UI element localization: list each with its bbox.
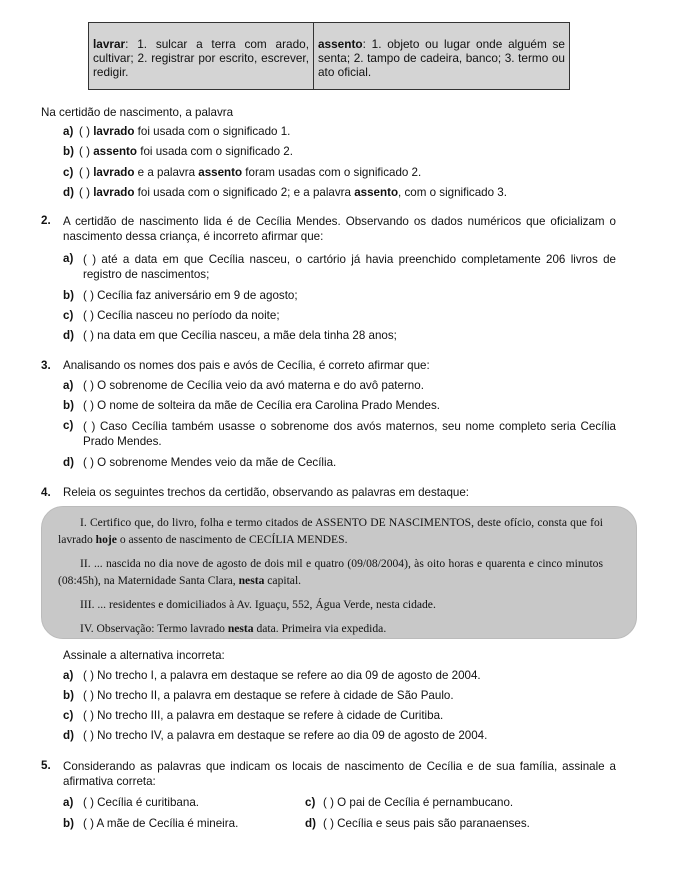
keyword: assento (354, 186, 399, 199)
checkbox[interactable]: ( ) (79, 166, 90, 179)
option-letter: c) (63, 166, 74, 179)
q2-option-c[interactable]: ( ) Cecília nasceu no período da noite; (83, 309, 280, 322)
q3-option-a[interactable]: ( ) O sobrenome de Cecília veio da avó materna e do avô paterno. (83, 379, 424, 392)
option-text: , com o significado 3. (398, 186, 507, 199)
q3-option-d[interactable]: ( ) O sobrenome Mendes veio da mãe de Cecília. (83, 456, 337, 469)
q5-option-d[interactable]: ( ) Cecília e seus pais são paranaenses. (323, 817, 530, 830)
glossary-assento (314, 23, 569, 89)
excerpt-i (58, 514, 603, 548)
q4-option-b[interactable]: ( ) No trecho II, a palavra em destaque se refere à cidade de São Paulo. (83, 689, 454, 702)
q4-option-d[interactable]: ( ) No trecho IV, a palavra em destaque se refere ao dia 09 de agosto de 2004. (83, 729, 488, 742)
q1-option-d[interactable] (63, 186, 507, 200)
q4-c-letter: c) (63, 709, 74, 722)
q2-a-letter: a) (63, 252, 74, 265)
q5-c-letter: c) (305, 796, 316, 809)
q1-option-c[interactable] (63, 166, 421, 180)
excerpt-text: capital. (264, 574, 302, 587)
q3-option-c[interactable]: ( ) Caso Cecília também usasse o sobrenome dos avós maternos, seu nome completo seria Cecília Prado Mendes. (83, 420, 616, 448)
q2-option-b[interactable]: ( ) Cecília faz aniversário em 9 de agosto; (83, 289, 298, 302)
excerpt-iii: III. ... residentes e domiciliados à Av. Iguaçu, 552, Água Verde, nesta cidade. (80, 598, 436, 611)
q2-option-d[interactable]: ( ) na data em que Cecília nasceu, a mãe dela tinha 28 anos; (83, 329, 397, 342)
excerpt-iv (80, 620, 386, 637)
excerpt-ii (58, 555, 603, 589)
keyword: lavrado (93, 186, 135, 199)
highlighted-word: nesta (227, 622, 254, 635)
checkbox[interactable]: ( ) (79, 125, 90, 138)
q4-number: 4. (41, 486, 51, 499)
keyword: lavrado (93, 166, 135, 179)
q4-b-letter: b) (63, 689, 74, 702)
q1-option-b[interactable] (63, 145, 293, 159)
q2-stem: A certidão de nascimento lida é de Cecília Mendes. Observando os dados numéricos que oficializam o nascimento dessa criança, é incorreto afirmar que: (63, 215, 616, 243)
q4-stem: Releia os seguintes trechos da certidão, observando as palavras em destaque: (63, 486, 470, 499)
option-letter: d) (63, 186, 74, 199)
q5-b-letter: b) (63, 817, 74, 830)
checkbox[interactable]: ( ) (79, 145, 90, 158)
q3-b-letter: b) (63, 399, 74, 412)
q2-b-letter: b) (63, 289, 74, 302)
excerpt-text: I. Certifico que, do livro, folha e termo citados de ASSENTO DE NASCIMENTOS, deste ofício, consta que foi lavrado (58, 516, 603, 546)
q1-option-a[interactable] (63, 125, 290, 139)
excerpt-text: data. Primeira via expedida. (253, 622, 387, 635)
q4-prompt: Assinale a alternativa incorreta: (63, 649, 225, 662)
q5-a-letter: a) (63, 796, 74, 809)
q5-option-a[interactable]: ( ) Cecília é curitibana. (83, 796, 199, 809)
q5-option-b[interactable]: ( ) A mãe de Cecília é mineira. (83, 817, 239, 830)
q3-c-letter: c) (63, 419, 74, 432)
q2-d-letter: d) (63, 329, 74, 342)
option-text: foi usada com o significado 2. (137, 145, 293, 158)
keyword: assento (93, 145, 138, 158)
q4-option-c[interactable]: ( ) No trecho III, a palavra em destaque se refere à cidade de Curitiba. (83, 709, 444, 722)
q2-option-a[interactable]: ( ) até a data em que Cecília nasceu, o cartório já havia preenchido completamente 206 livros de registro de nascimentos; (83, 253, 616, 281)
q4-option-a[interactable]: ( ) No trecho I, a palavra em destaque se refere ao dia 09 de agosto de 2004. (83, 669, 481, 682)
option-text: e a palavra (134, 166, 199, 179)
def-assento: : 1. objeto ou lugar onde alguém se senta; 2. tampo de cadeira, banco; 3. termo ou ato oficial. (318, 37, 565, 79)
keyword: assento (198, 166, 243, 179)
def-lavrar: : 1. sulcar a terra com arado, cultivar; 2. registrar por escrito, escrever, redigir. (93, 37, 309, 79)
q3-d-letter: d) (63, 456, 74, 469)
q3-stem: Analisando os nomes dos pais e avós de Cecília, é correto afirmar que: (63, 359, 430, 372)
term-assento: assento (318, 37, 363, 51)
option-text: foi usada com o significado 1. (134, 125, 291, 138)
checkbox[interactable]: ( ) (79, 186, 90, 199)
q3-number: 3. (41, 359, 51, 372)
q5-d-letter: d) (305, 817, 316, 830)
glossary-lavrar (89, 23, 314, 89)
q5-stem: Considerando as palavras que indicam os locais de nascimento de Cecília e de sua família, assinale a afirmativa correta: (63, 760, 616, 788)
option-text: foi usada com o significado 2; e a palavra (134, 186, 355, 199)
option-letter: a) (63, 125, 74, 138)
excerpt-text: IV. Observação: Termo lavrado (80, 622, 228, 635)
option-letter: b) (63, 145, 74, 158)
q3-a-letter: a) (63, 379, 74, 392)
q2-number: 2. (41, 214, 51, 227)
q3-option-b[interactable]: ( ) O nome de solteira da mãe de Cecília era Carolina Prado Mendes. (83, 399, 441, 412)
q5-number: 5. (41, 759, 51, 772)
highlighted-word: nesta (238, 574, 265, 587)
q2-c-letter: c) (63, 309, 74, 322)
excerpt-text: o assento de nascimento de CECÍLIA MENDES. (116, 533, 348, 546)
keyword: lavrado (93, 125, 135, 138)
glossary-table (88, 22, 570, 90)
q4-a-letter: a) (63, 669, 74, 682)
option-text: foram usadas com o significado 2. (242, 166, 422, 179)
q4-d-letter: d) (63, 729, 74, 742)
excerpt-text: II. ... nascida no dia nove de agosto de dois mil e quatro (09/08/2004), às oito horas e quarenta e cinco minutos (08:45h), na Maternidade Santa Clara, (58, 557, 603, 587)
highlighted-word: hoje (95, 533, 117, 546)
q1-stem: Na certidão de nascimento, a palavra (41, 106, 234, 119)
q5-option-c[interactable]: ( ) O pai de Cecília é pernambucano. (323, 796, 514, 809)
term-lavrar: lavrar (93, 37, 126, 51)
